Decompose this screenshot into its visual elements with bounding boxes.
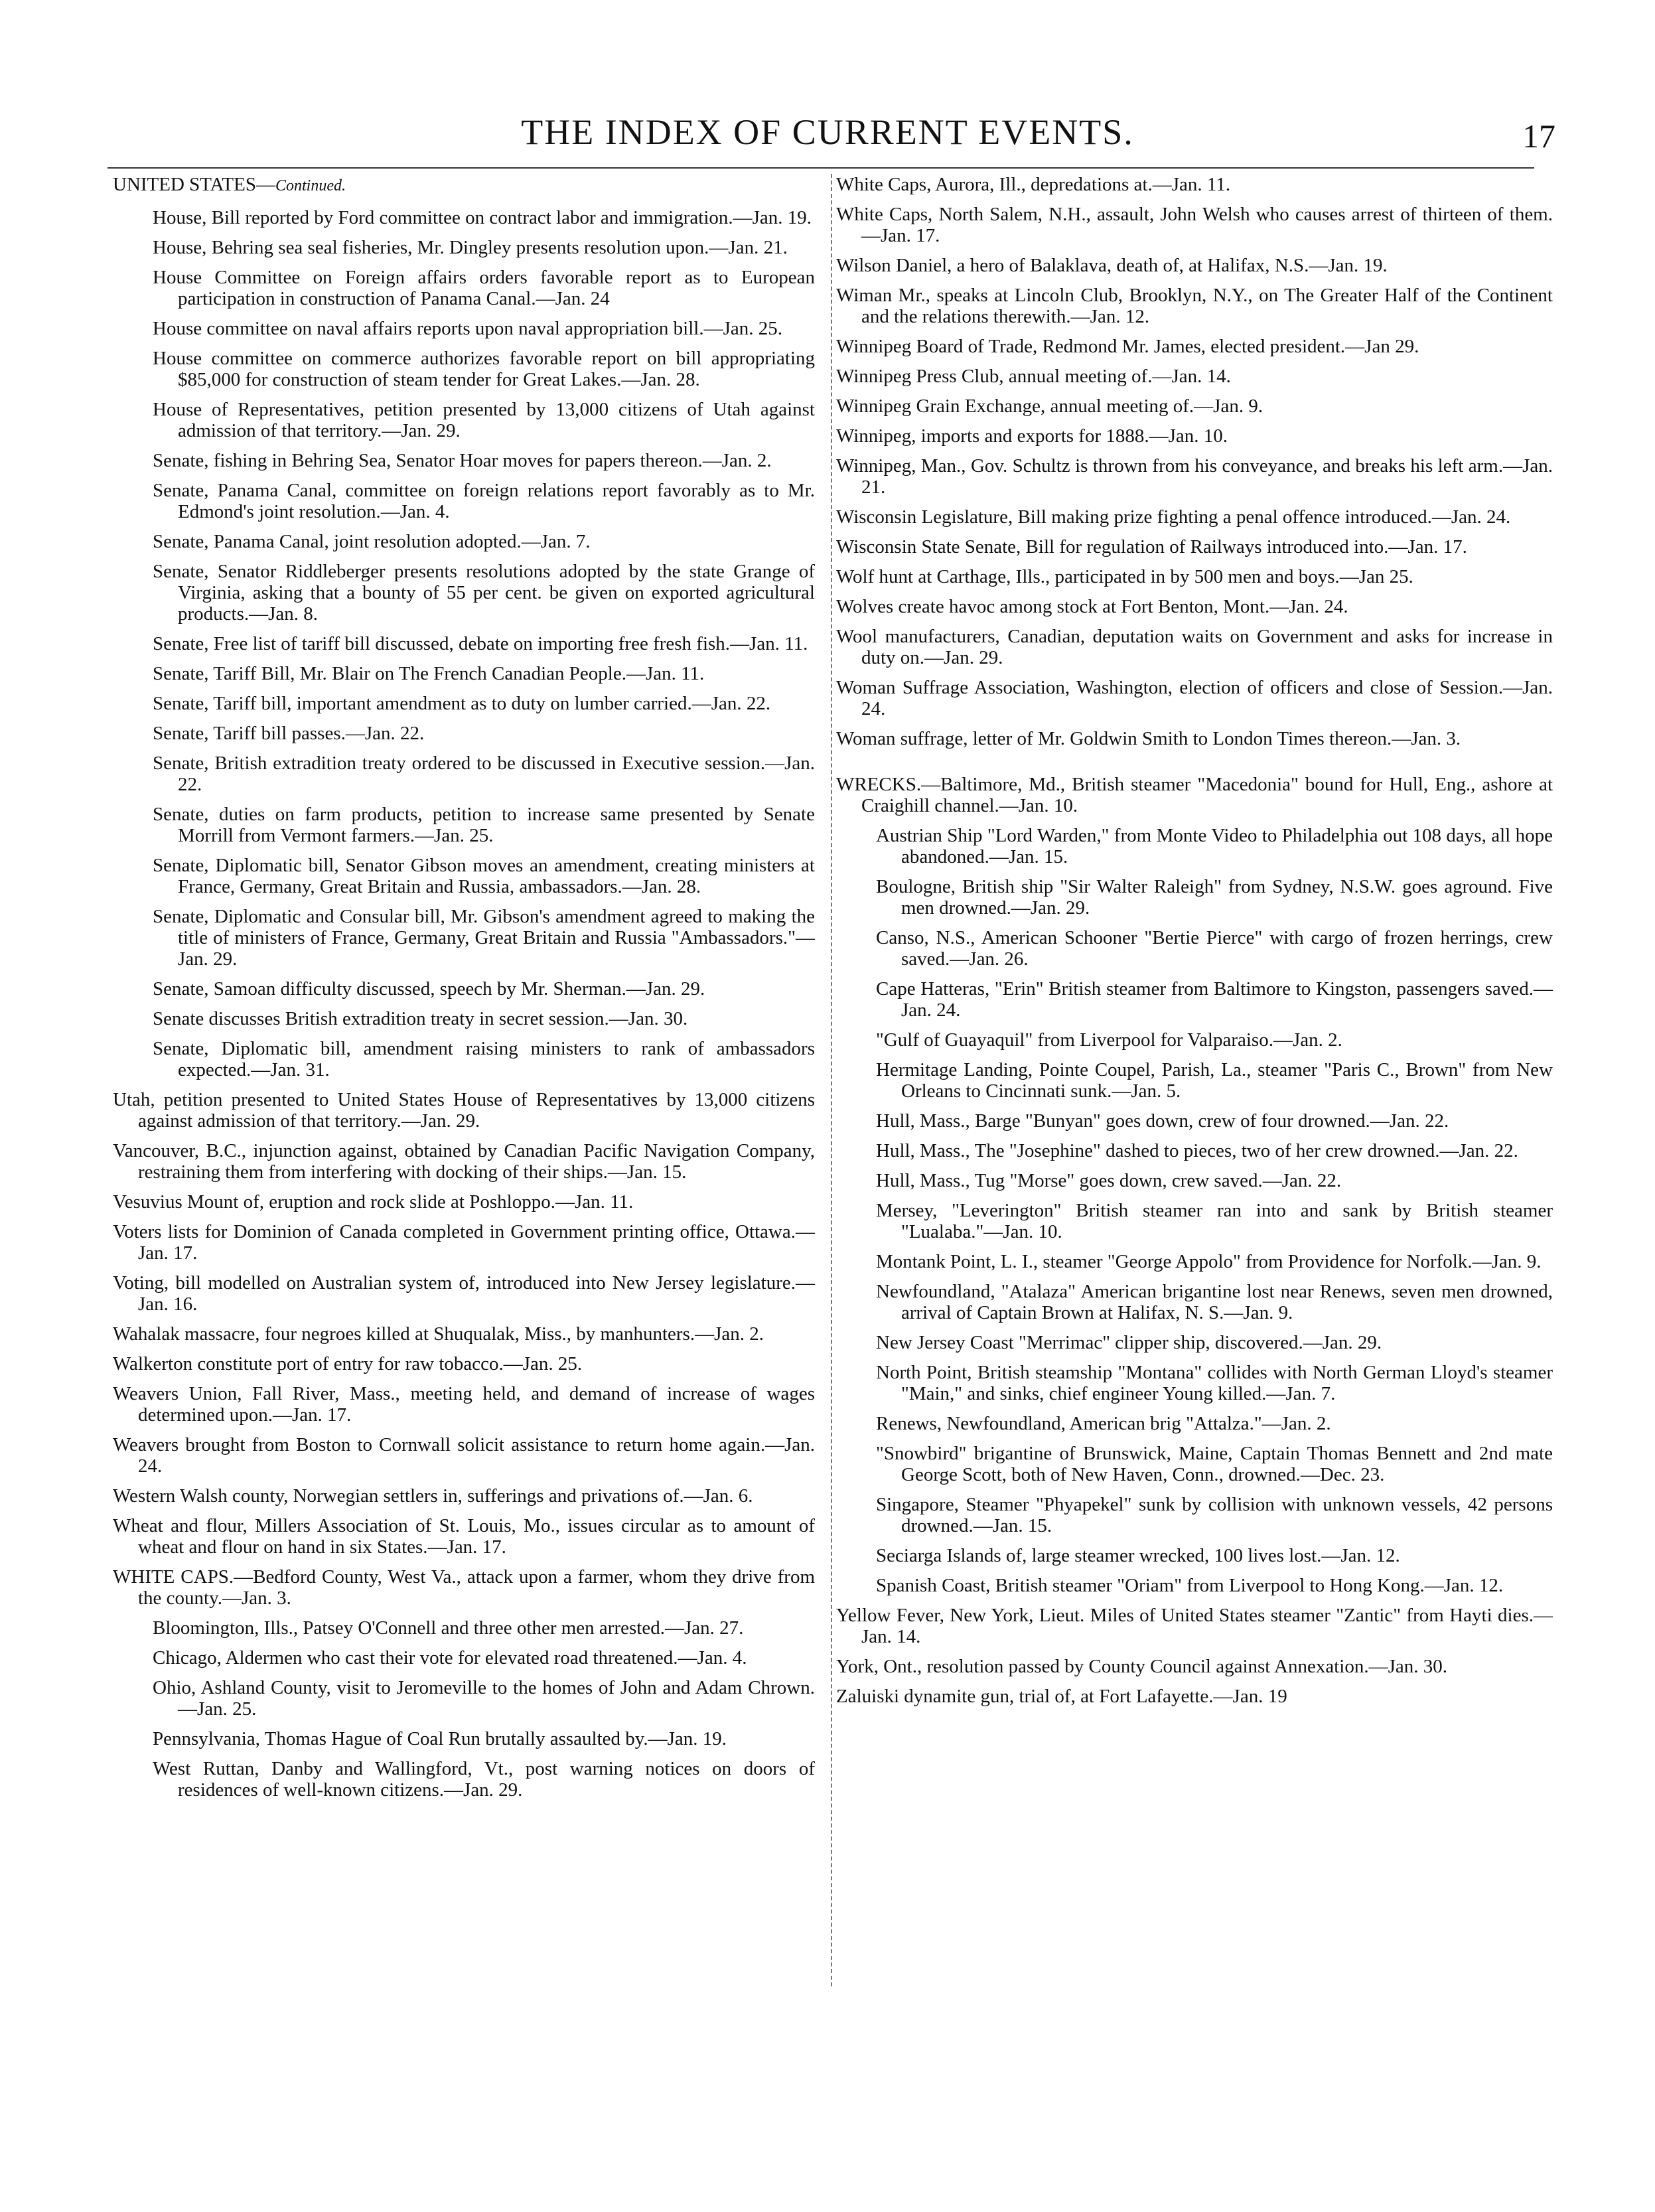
index-entry: Wolf hunt at Carthage, Ills., participated in by 500 men and boys.—Jan 25. [836,566,1413,587]
index-entry: House of Representatives, petition presented by 13,000 citizens of Utah against admission of that territory.—Jan. 29. [153,399,815,441]
index-entry: Senate, Free list of tariff bill discussed, debate on importing free fresh fish.—Jan. 11. [153,633,808,654]
index-entry: Seciarga Islands of, large steamer wrecked, 100 lives lost.—Jan. 12. [876,1545,1400,1566]
index-entry: Senate, Senator Riddleberger presents resolutions adopted by the state Grange of Virginia, asking that a bounty of 55 per cent. be given on exported agricultural products.—Jan. 8. [153,561,815,625]
index-entry: Wolves create havoc among stock at Fort Benton, Mont.—Jan. 24. [836,596,1348,617]
index-entry: House, Bill reported by Ford committee on contract labor and immigration.—Jan. 19. [153,207,812,228]
index-entry: Wilson Daniel, a hero of Balaklava, death of, at Halifax, N.S.—Jan. 19. [836,255,1388,276]
left-column [113,174,815,1809]
index-entry: Spanish Coast, British steamer "Oriam" from Liverpool to Hong Kong.—Jan. 12. [876,1575,1504,1596]
index-entry: Winnipeg Press Club, annual meeting of.—Jan. 14. [836,366,1231,387]
index-entry: Renews, Newfoundland, American brig "Attalza."—Jan. 2. [876,1413,1331,1434]
index-entry: Hull, Mass., Barge "Bunyan" goes down, crew of four drowned.—Jan. 22. [876,1110,1449,1132]
index-entry: White Caps, North Salem, N.H., assault, John Welsh who causes arrest of thirteen of them.—Jan. 17. [836,204,1553,246]
index-entry: Senate, fishing in Behring Sea, Senator Hoar moves for papers thereon.—Jan. 2. [153,450,772,471]
index-entry: House, Behring sea seal fisheries, Mr. Dingley presents resolution upon.—Jan. 21. [153,237,788,258]
index-entry: Senate, Panama Canal, joint resolution adopted.—Jan. 7. [153,531,591,552]
index-entry: Senate, Samoan difficulty discussed, speech by Mr. Sherman.—Jan. 29. [153,978,705,999]
index-entry: Winnipeg, imports and exports for 1888.—Jan. 10. [836,425,1228,447]
index-entry: Hull, Mass., The "Josephine" dashed to pieces, two of her crew drowned.—Jan. 22. [876,1140,1518,1161]
index-entry: House committee on naval affairs reports upon naval appropriation bill.—Jan. 25. [153,318,782,339]
index-entry: Boulogne, British ship "Sir Walter Raleigh" from Sydney, N.S.W. goes aground. Five men drowned.—Jan. 29. [876,876,1553,919]
section-name: UNITED STATES— [113,174,275,195]
index-entry: Newfoundland, "Atalaza" American brigantine lost near Renews, seven men drowned, arrival of Captain Brown at Halifax, N. S.—Jan. 9. [876,1281,1553,1323]
index-entry: West Ruttan, Danby and Wallingford, Vt., post warning notices on doors of residences of well-known citizens.—Jan. 29. [153,1758,815,1801]
index-entry: WHITE CAPS.—Bedford County, West Va., attack upon a farmer, whom they drive from the county.—Jan. 3. [113,1566,815,1609]
index-entry: Voting, bill modelled on Australian system of, introduced into New Jersey legislature.—Jan. 16. [113,1272,815,1315]
index-entry: Winnipeg Grain Exchange, annual meeting of.—Jan. 9. [836,396,1263,417]
index-entry: Pennsylvania, Thomas Hague of Coal Run brutally assaulted by.—Jan. 19. [153,1728,727,1749]
index-entry: Weavers Union, Fall River, Mass., meeting held, and demand of increase of wages determined upon.—Jan. 17. [113,1383,815,1426]
index-entry: North Point, British steamship "Montana" collides with North German Lloyd's steamer "Main," and sinks, chief engineer Young killed.—Jan. 7. [876,1362,1553,1404]
index-entry: Vancouver, B.C., injunction against, obtained by Canadian Pacific Navigation Company, restraining them from interfering with docking of their ships.—Jan. 15. [113,1140,815,1183]
index-entry: Voters lists for Dominion of Canada completed in Government printing office, Ottawa.—Jan. 17. [113,1221,815,1264]
index-entry: Zaluiski dynamite gun, trial of, at Fort Lafayette.—Jan. 19 [836,1686,1287,1707]
index-entry: Senate, Tariff bill passes.—Jan. 22. [153,723,425,744]
index-entry: Hermitage Landing, Pointe Coupel, Parish, La., steamer "Paris C., Brown" from New Orleans to Cincinnati sunk.—Jan. 5. [876,1059,1553,1102]
index-entry: York, Ont., resolution passed by County Council against Annexation.—Jan. 30. [836,1656,1447,1677]
column-divider [831,174,832,1986]
index-entry: Weavers brought from Boston to Cornwall solicit assistance to return home again.—Jan. 24. [113,1434,815,1477]
index-entry: Chicago, Aldermen who cast their vote for elevated road threatened.—Jan. 4. [153,1647,747,1668]
index-entry: Wahalak massacre, four negroes killed at Shuqualak, Miss., by manhunters.—Jan. 2. [113,1323,764,1345]
page-title: THE INDEX OF CURRENT EVENTS. [521,112,1134,152]
index-entry: Wheat and flour, Millers Association of St. Louis, Mo., issues circular as to amount of wheat and flour on hand in six States.—Jan. 17. [113,1515,815,1558]
index-entry: Senate, Diplomatic and Consular bill, Mr. Gibson's amendment agreed to making the title of ministers of France, Germany, Great Britain and Russia "Ambassadors."—Jan. 29. [153,906,815,970]
index-entry: Mersey, "Leverington" British steamer ran into and sank by British steamer "Lualaba."—Jan. 10. [876,1200,1553,1242]
index-entry: Western Walsh county, Norwegian settlers in, sufferings and privations of.—Jan. 6. [113,1485,753,1507]
index-entry: Senate, Diplomatic bill, amendment raising ministers to rank of ambassadors expected.—Jan. 31. [153,1038,815,1080]
index-entry: Canso, N.S., American Schooner "Bertie Pierce" with cargo of frozen herrings, crew saved.—Jan. 26. [876,927,1553,970]
index-entry: Wisconsin Legislature, Bill making prize fighting a penal offence introduced.—Jan. 24. [836,506,1511,528]
index-entry: Senate discusses British extradition treaty in secret session.—Jan. 30. [153,1008,688,1029]
index-entry: Senate, Tariff Bill, Mr. Blair on The French Canadian People.—Jan. 11. [153,663,705,684]
index-entry: Senate, duties on farm products, petition to increase same presented by Senate Morrill from Vermont farmers.—Jan. 25. [153,804,815,846]
section-label [113,174,815,196]
index-entry: Woman suffrage, letter of Mr. Goldwin Smith to London Times thereon.—Jan. 3. [836,728,1461,749]
index-entry: Vesuvius Mount of, eruption and rock slide at Poshloppo.—Jan. 11. [113,1191,634,1213]
section-gap [836,758,1553,774]
index-entry: House committee on commerce authorizes favorable report on bill appropriating $85,000 for construction of steam tender for Great Lakes.—Jan. 28. [153,348,815,390]
index-entry: Wisconsin State Senate, Bill for regulation of Railways introduced into.—Jan. 17. [836,536,1467,557]
index-entry: Winnipeg, Man., Gov. Schultz is thrown from his conveyance, and breaks his left arm.—Jan. 21. [836,455,1553,498]
page-number: 17 [1522,117,1555,155]
index-entry: "Gulf of Guayaquil" from Liverpool for Valparaiso.—Jan. 2. [876,1029,1342,1051]
index-entry: Yellow Fever, New York, Lieut. Miles of United States steamer "Zantic" from Hayti dies.—Jan. 14. [836,1605,1553,1647]
index-entry: Hull, Mass., Tug "Morse" goes down, crew saved.—Jan. 22. [876,1170,1342,1191]
header-rule [108,167,1534,169]
index-entry: "Snowbird" brigantine of Brunswick, Maine, Captain Thomas Bennett and 2nd mate George Scott, both of New Haven, Conn., drowned.—Dec. 23. [876,1443,1553,1485]
index-entry: Walkerton constitute port of entry for raw tobacco.—Jan. 25. [113,1353,583,1374]
index-entry: Senate, British extradition treaty ordered to be discussed in Executive session.—Jan. 22. [153,753,815,795]
page-header [0,111,1655,165]
index-entry: Woman Suffrage Association, Washington, election of officers and close of Session.—Jan. 24. [836,677,1553,719]
index-entry: Senate, Diplomatic bill, Senator Gibson moves an amendment, creating ministers at France, Germany, Great Britain and Russia, ambassadors.—Jan. 28. [153,855,815,897]
index-entry: Bloomington, Ills., Patsey O'Connell and three other men arrested.—Jan. 27. [153,1617,744,1639]
index-entry: House Committee on Foreign affairs orders favorable report as to European participation in construction of Panama Canal.—Jan. 24 [153,267,815,309]
index-entry: Senate, Tariff bill, important amendment as to duty on lumber carried.—Jan. 22. [153,693,771,714]
index-entry: Cape Hatteras, "Erin" British steamer from Baltimore to Kingston, passengers saved.—Jan. 24. [876,978,1553,1021]
section-continued: Continued. [275,177,346,194]
index-entry: WRECKS.—Baltimore, Md., British steamer "Macedonia" bound for Hull, Eng., ashore at Craighill channel.—Jan. 10. [836,774,1553,816]
index-entry: New Jersey Coast "Merrimac" clipper ship, discovered.—Jan. 29. [876,1332,1382,1353]
index-entry: Austrian Ship "Lord Warden," from Monte Video to Philadelphia out 108 days, all hope abandoned.—Jan. 15. [876,825,1553,867]
index-entry: White Caps, Aurora, Ill., depredations at.—Jan. 11. [836,174,1231,195]
index-entry: Montank Point, L. I., steamer "George Appolo" from Providence for Norfolk.—Jan. 9. [876,1251,1542,1272]
index-entry: Wiman Mr., speaks at Lincoln Club, Brooklyn, N.Y., on The Greater Half of the Continent and the relations therewith.—Jan. 12. [836,285,1553,327]
index-entry: Ohio, Ashland County, visit to Jeromeville to the homes of John and Adam Chrown.—Jan. 25. [153,1677,815,1720]
right-column [836,174,1553,1716]
index-entry: Singapore, Steamer "Phyapekel" sunk by collision with unknown vessels, 42 persons drowned.—Jan. 15. [876,1494,1553,1536]
index-entry: Utah, petition presented to United States House of Representatives by 13,000 citizens against admission of that territory.—Jan. 29. [113,1089,815,1132]
index-entry: Wool manufacturers, Canadian, deputation waits on Government and asks for increase in duty on.—Jan. 29. [836,626,1553,668]
index-entry: Winnipeg Board of Trade, Redmond Mr. James, elected president.—Jan 29. [836,336,1419,357]
index-entry: Senate, Panama Canal, committee on foreign relations report favorably as to Mr. Edmond's joint resolution.—Jan. 4. [153,480,815,522]
